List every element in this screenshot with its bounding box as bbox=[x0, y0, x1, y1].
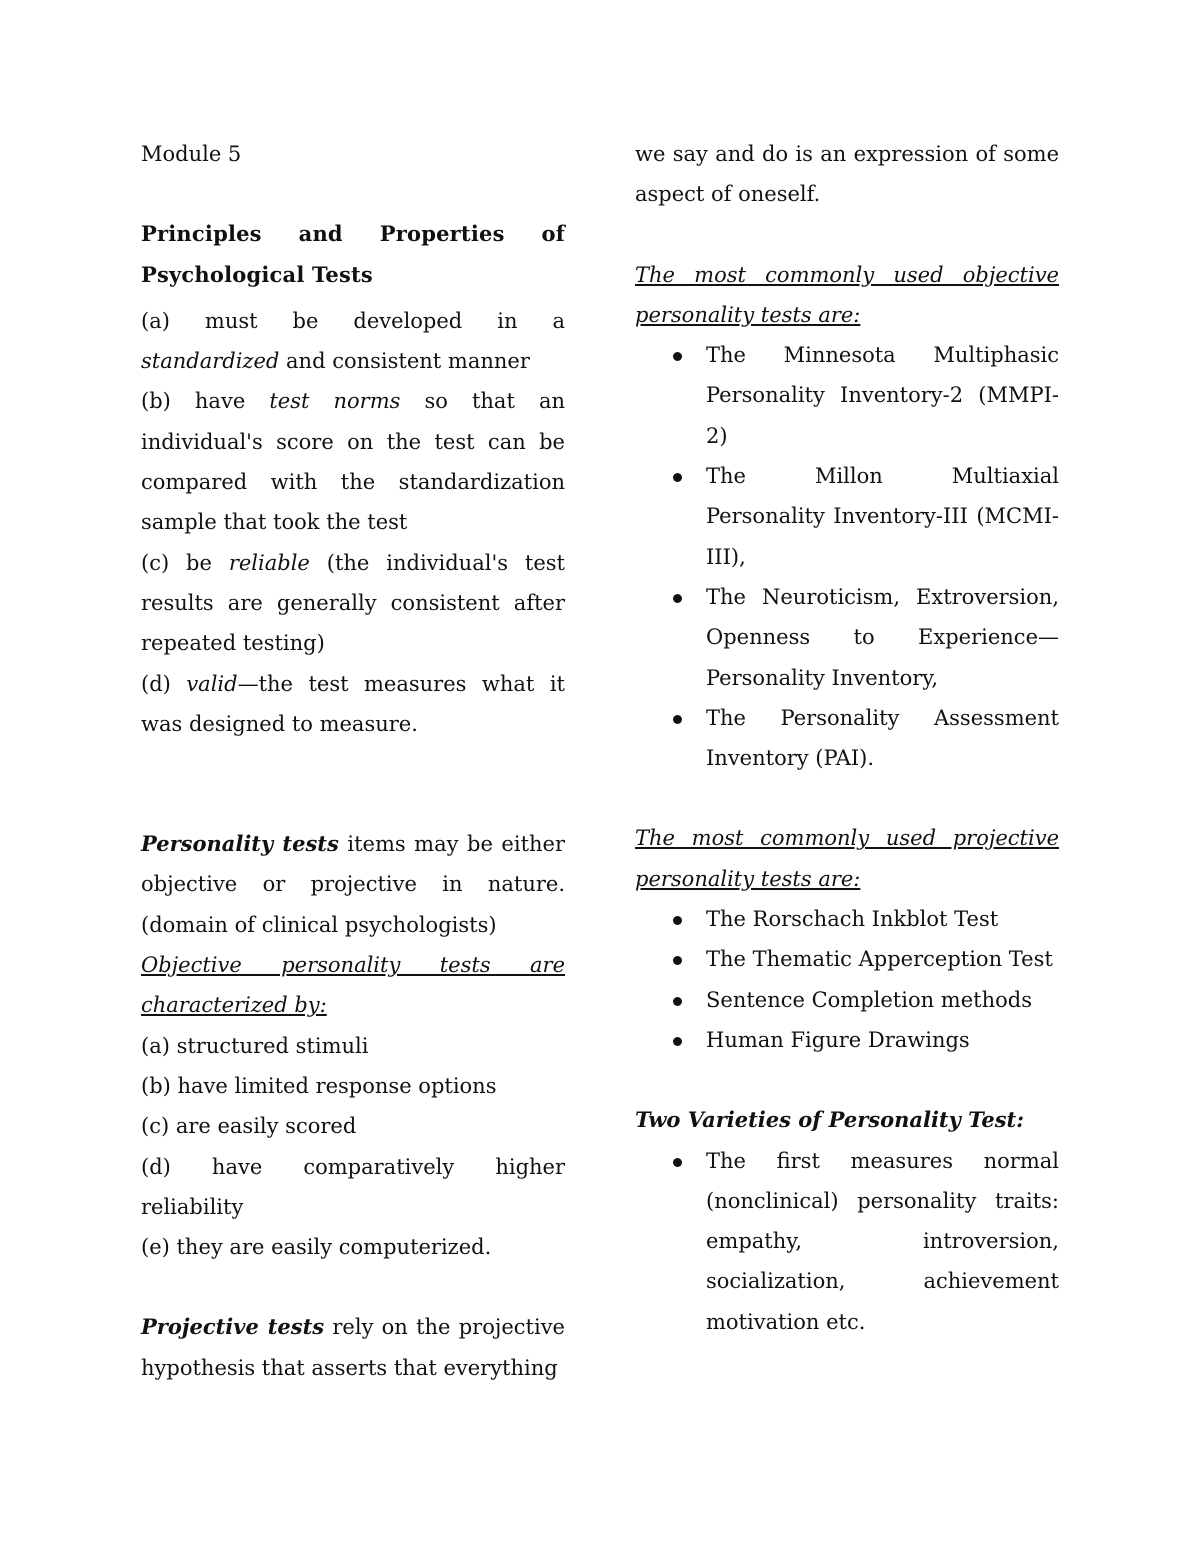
objective-item: (e) they are easily computerized. bbox=[141, 1235, 492, 1260]
projective-tests-term: Projective tests bbox=[141, 1314, 325, 1340]
objective-item: (d) have comparatively higher reliability bbox=[141, 1154, 565, 1219]
list-item: The Personality Assessment Inventory (PAI). bbox=[635, 698, 1059, 779]
objective-item: (c) are easily scored bbox=[141, 1114, 357, 1139]
bullet-icon bbox=[673, 1158, 682, 1167]
projective-tests-list bbox=[635, 899, 1059, 1060]
bullet-icon bbox=[673, 956, 682, 965]
section-heading: Principles and Properties of Psychological Tests bbox=[141, 221, 565, 287]
personality-tests-paragraph: Personality tests items may be either objective or projective in nature. (domain of clinical psychologists) bbox=[141, 831, 566, 937]
list-item: Sentence Completion methods bbox=[635, 980, 1059, 1020]
objective-characteristics-heading: Objective personality tests are characterized by: bbox=[141, 953, 565, 1018]
list-item: The Neuroticism, Extroversion, Openness to Experience—Personality Inventory, bbox=[635, 577, 1059, 698]
left-column bbox=[141, 134, 565, 1388]
bullet-icon bbox=[673, 352, 682, 361]
objective-item: (b) have limited response options bbox=[141, 1073, 497, 1098]
principle-c: (c) be reliable (the individual's test results are generally consistent after repeated testing) bbox=[141, 550, 565, 656]
list-item: The Millon Multiaxial Personality Inventory-III (MCMI-III), bbox=[635, 456, 1059, 577]
list-item: The Minnesota Multiphasic Personality Inventory-2 (MMPI-2) bbox=[635, 335, 1059, 456]
varieties-list bbox=[635, 1141, 1059, 1342]
personality-tests-term: Personality tests bbox=[141, 831, 339, 857]
varieties-heading: Two Varieties of Personality Test: bbox=[635, 1107, 1024, 1133]
right-column bbox=[635, 134, 1059, 1342]
projective-tests-paragraph: Projective tests rely on the projective hypothesis that asserts that everything bbox=[141, 1314, 565, 1380]
list-item: The Thematic Apperception Test bbox=[635, 939, 1059, 979]
objective-tests-list bbox=[635, 335, 1059, 778]
list-item: The first measures normal (nonclinical) personality traits: empathy, introversion, socialization, achievement motivation etc. bbox=[635, 1141, 1059, 1342]
bullet-icon bbox=[673, 473, 682, 482]
list-item: The Rorschach Inkblot Test bbox=[635, 899, 1059, 939]
module-label: Module 5 bbox=[141, 142, 242, 166]
bullet-icon bbox=[673, 916, 682, 925]
objective-tests-heading: The most commonly used objective personality tests are: bbox=[635, 262, 1059, 327]
list-item: Human Figure Drawings bbox=[635, 1020, 1059, 1060]
bullet-icon bbox=[673, 594, 682, 603]
continuation-text: we say and do is an expression of some aspect of oneself. bbox=[635, 142, 1059, 207]
principle-d: (d) valid—the test measures what it was designed to measure. bbox=[141, 671, 565, 736]
bullet-icon bbox=[673, 997, 682, 1006]
principle-b: (b) have test norms so that an individual's score on the test can be compared with the standardization sample that took the test bbox=[141, 389, 566, 535]
projective-tests-heading: The most commonly used projective personality tests are: bbox=[635, 826, 1059, 891]
principle-a: (a) must be developed in a standardized and consistent manner bbox=[141, 308, 565, 374]
bullet-icon bbox=[673, 1037, 682, 1046]
bullet-icon bbox=[673, 715, 682, 724]
objective-item: (a) structured stimuli bbox=[141, 1033, 369, 1058]
